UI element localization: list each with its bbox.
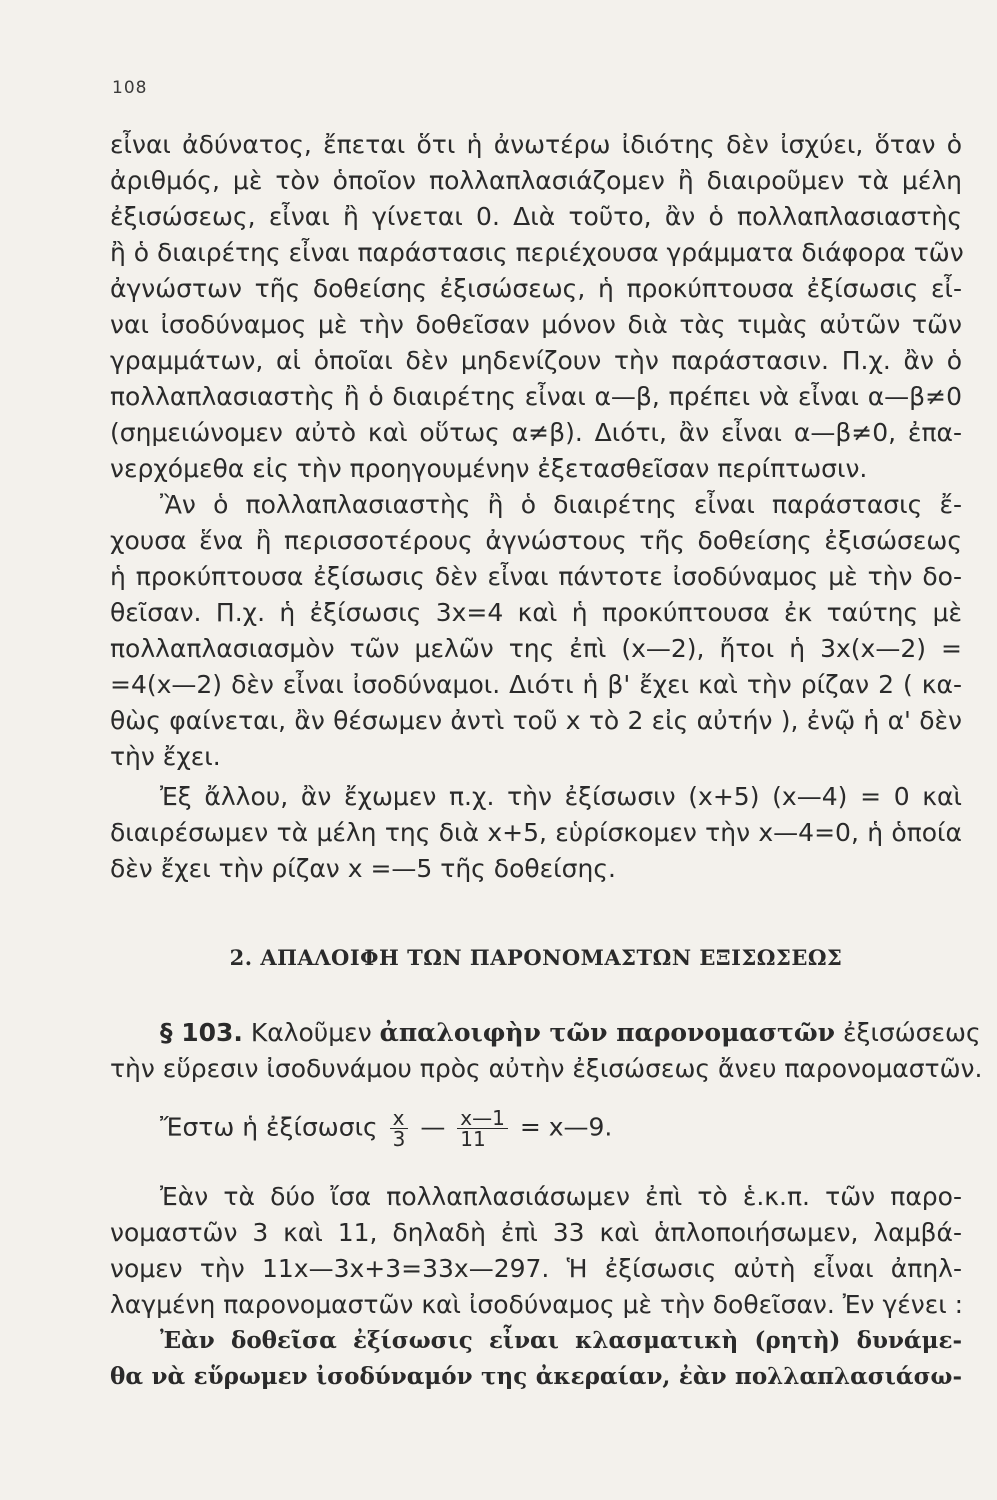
- text-line: νομαστῶν 3 καὶ 11, δηλαδὴ ἐπὶ 33 καὶ ἁπλοποιήσωμεν, λαμβά-: [110, 1218, 962, 1247]
- section-heading: 2. ΑΠΑΛΟΙΦΗ ΤΩΝ ΠΑΡΟΝΟΜΑΣΤΩΝ ΕΞΙΣΩΣΕΩΣ: [229, 945, 843, 970]
- text-line: λαγμένη παρονομαστῶν καὶ ἰσοδύναμος μὲ τὴν δοθεῖσαν. Ἐν γένει :: [110, 1290, 964, 1319]
- denominator: 3: [392, 1127, 406, 1151]
- text-line: ἐξισώσεως, εἶναι ἢ γίνεται 0. Διὰ τοῦτο, ἂν ὁ πολλαπλασιαστὴς: [110, 202, 962, 231]
- text-line: τὴν ἔχει.: [110, 742, 221, 771]
- text-line: Ἂν ὁ πολλαπλασιαστὴς ἢ ὁ διαιρέτης εἶναι παράστασις ἔ-: [160, 490, 962, 519]
- text-line: ἀριθμός, μὲ τὸν ὁποῖον πολλαπλασιάζομεν ἢ διαιροῦμεν τὰ μέλη: [110, 166, 962, 195]
- text-line: ἢ ὁ διαιρέτης εἶναι παράστασις περιέχουσα γράμματα διάφορα τῶν: [110, 238, 964, 267]
- text-line: ἀγνώστων τῆς δοθείσης ἐξισώσεως, ἡ προκύπτουσα ἐξίσωσις εἶ-: [110, 274, 962, 303]
- section-number: § 103.: [160, 1018, 243, 1047]
- text-line: θεῖσαν. Π.χ. ἡ ἐξίσωσις 3x=4 καὶ ἡ προκύπτουσα ἐκ ταύτης μὲ: [110, 598, 962, 627]
- text-line: εἶναι ἀδύνατος, ἔπεται ὅτι ἡ ἀνωτέρω ἰδιότης δὲν ἰσχύει, ὅταν ὁ: [110, 130, 962, 159]
- text-line: τὴν εὕρεσιν ἰσοδυνάμου πρὸς αὐτὴν ἐξισώσεως ἄνευ παρονομαστῶν.: [110, 1054, 983, 1083]
- numerator: x—1: [457, 1108, 508, 1129]
- fraction: [390, 1108, 409, 1149]
- text-line: γραμμάτων, αἱ ὁποῖαι δὲν μηδενίζουν τὴν παράστασιν. Π.χ. ἂν ὁ: [110, 346, 962, 375]
- page-number: 108: [112, 78, 148, 98]
- text-line: χουσα ἕνα ἢ περισσοτέρους ἀγνώστους τῆς δοθείσης ἐξισώσεως: [110, 526, 962, 555]
- text-span: ἐξισώσεως: [842, 1018, 981, 1047]
- text-span: Ἔστω ἡ ἐξίσωσις: [160, 1112, 378, 1142]
- fraction: [457, 1108, 508, 1149]
- text-line: πολλαπλασιασμὸν τῶν μελῶν της ἐπὶ (x—2), ἤτοι ἡ 3x(x—2) =: [110, 634, 962, 663]
- equation-rhs: = x—9.: [519, 1112, 613, 1142]
- text-line: Ἐὰν τὰ δύο ἴσα πολλαπλασιάσωμεν ἐπὶ τὸ ἑ.κ.π. τῶν παρο-: [160, 1182, 962, 1211]
- rule-line: Ἐὰν δοθεῖσα ἐξίσωσις εἶναι κλασματικὴ (ρητὴ) δυνάμε-: [160, 1327, 962, 1354]
- defined-term: ἀπαλοιφὴν τῶν παρονομαστῶν: [379, 1018, 836, 1047]
- text-line: νερχόμεθα εἰς τὴν προηγουμένην ἐξετασθεῖσαν περίπτωσιν.: [110, 454, 868, 483]
- rule-line: θα νὰ εὕρωμεν ἰσοδύναμόν της ἀκεραίαν, ἐὰν πολλαπλασιάσω-: [110, 1363, 962, 1390]
- text-line: (σημειώνομεν αὐτὸ καὶ οὕτως α≠β). Διότι, ἂν εἶναι α—β≠0, ἐπα-: [110, 418, 962, 447]
- text-line: ναι ἰσοδύναμος μὲ τὴν δοθεῖσαν μόνον διὰ τὰς τιμὰς αὐτῶν τῶν: [110, 310, 962, 339]
- text-line: ἡ προκύπτουσα ἐξίσωσις δὲν εἶναι πάντοτε ἰσοδύναμος μὲ τὴν δο-: [110, 562, 962, 591]
- text-line: δὲν ἔχει τὴν ρίζαν x =—5 τῆς δοθείσης.: [110, 854, 616, 883]
- text-line: πολλαπλασιαστὴς ἢ ὁ διαιρέτης εἶναι α—β, πρέπει νὰ εἶναι α—β≠0: [110, 382, 962, 411]
- text-line: =4(x—2) δὲν εἶναι ἰσοδύναμοι. Διότι ἡ β' ἔχει καὶ τὴν ρίζαν 2 ( κα-: [110, 670, 962, 699]
- text-line: Ἐξ ἄλλου, ἂν ἔχωμεν π.χ. τὴν ἐξίσωσιν (x+5) (x—4) = 0 καὶ: [160, 782, 962, 811]
- example-equation: [160, 1108, 962, 1149]
- denominator: 11: [460, 1127, 486, 1151]
- minus-sign: —: [420, 1112, 446, 1142]
- text-line: διαιρέσωμεν τὰ μέλη της διὰ x+5, εὑρίσκομεν τὴν x—4=0, ἡ ὁποία: [110, 818, 962, 847]
- text-span: Καλοῦμεν: [250, 1018, 372, 1047]
- numerator: x: [390, 1108, 409, 1129]
- text-line: νομεν τὴν 11x—3x+3=33x—297. Ἡ ἐξίσωσις αὐτὴ εἶναι ἀπηλ-: [110, 1254, 962, 1283]
- text-line: θὼς φαίνεται, ἂν θέσωμεν ἀντὶ τοῦ x τὸ 2 εἰς αὐτήν ), ἐνῷ ἡ α' δὲν: [110, 706, 962, 735]
- section-103-line: [160, 1016, 981, 1050]
